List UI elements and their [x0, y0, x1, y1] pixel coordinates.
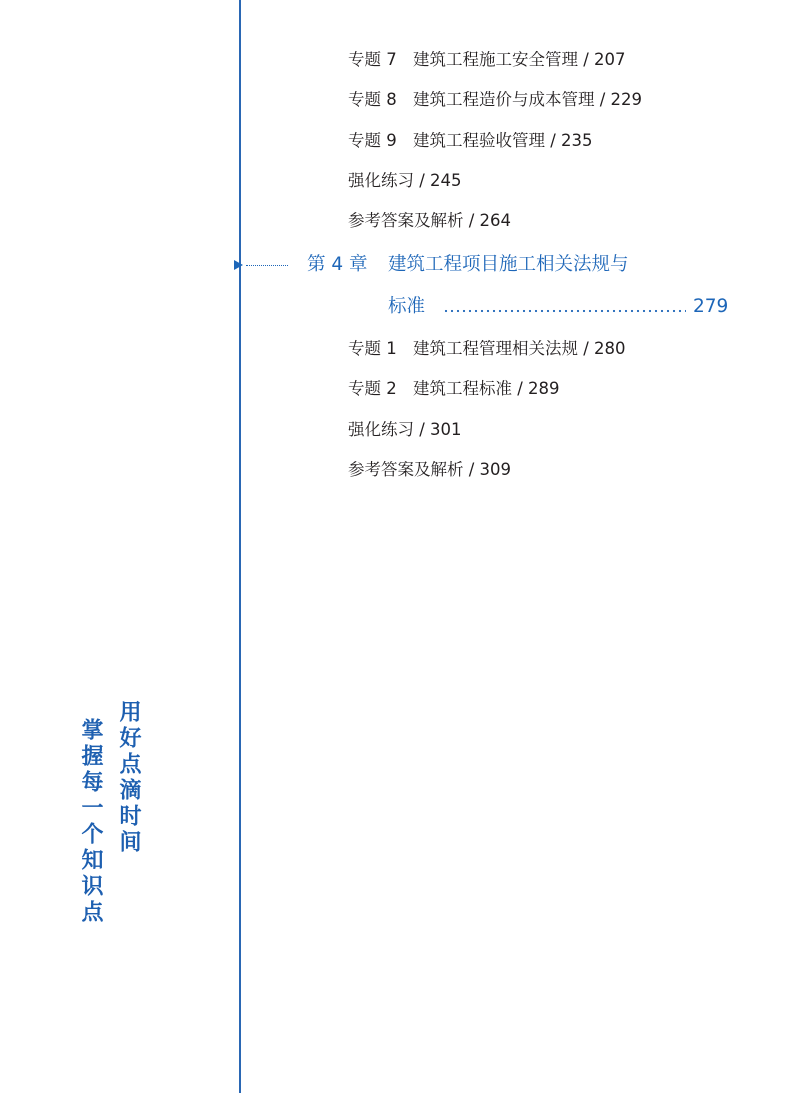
- toc-entry-label: 专题 2: [348, 379, 397, 398]
- chapter-heading: [307, 254, 629, 276]
- toc-entry-text: 强化练习 / 301: [348, 420, 462, 439]
- chapter-label: 第 4 章: [307, 254, 368, 275]
- toc-entry-text: 建筑工程造价与成本管理 / 229: [413, 90, 643, 109]
- toc-entry-text: 建筑工程管理相关法规 / 280: [413, 339, 626, 358]
- slogan-line-2: 掌握每一个知识点: [78, 718, 104, 926]
- toc-entry-label: 专题 1: [348, 339, 397, 358]
- vertical-divider-line: [239, 0, 241, 1093]
- toc-entry: [348, 131, 593, 151]
- toc-entry: [348, 460, 511, 480]
- chapter-marker-icon: [234, 260, 243, 270]
- toc-entry-text: 参考答案及解析 / 264: [348, 211, 512, 230]
- chapter-marker-dotted-line: [246, 265, 288, 266]
- toc-entry: [348, 90, 642, 110]
- toc-entry-text: 参考答案及解析 / 309: [348, 460, 512, 479]
- chapter-page-number: 279: [693, 296, 729, 317]
- toc-entry-text: 强化练习 / 245: [348, 171, 462, 190]
- toc-entry: [348, 171, 462, 191]
- chapter-title-line2: 标准: [388, 296, 426, 317]
- leader-dots: [443, 309, 686, 313]
- slogan-line-1: 用好点滴时间: [116, 700, 142, 856]
- toc-entry: [348, 211, 511, 231]
- toc-entry-text: 建筑工程验收管理 / 235: [413, 131, 593, 150]
- toc-entry-label: 专题 7: [348, 50, 397, 69]
- toc-entry: [348, 339, 626, 359]
- toc-entry: [348, 379, 560, 399]
- toc-entry: [348, 50, 626, 70]
- toc-entry-label: 专题 9: [348, 131, 397, 150]
- chapter-title-line1: 建筑工程项目施工相关法规与: [388, 254, 629, 275]
- toc-entry-label: 专题 8: [348, 90, 397, 109]
- toc-entry-text: 建筑工程标准 / 289: [413, 379, 560, 398]
- toc-entry: [348, 420, 462, 440]
- toc-entry-text: 建筑工程施工安全管理 / 207: [413, 50, 626, 69]
